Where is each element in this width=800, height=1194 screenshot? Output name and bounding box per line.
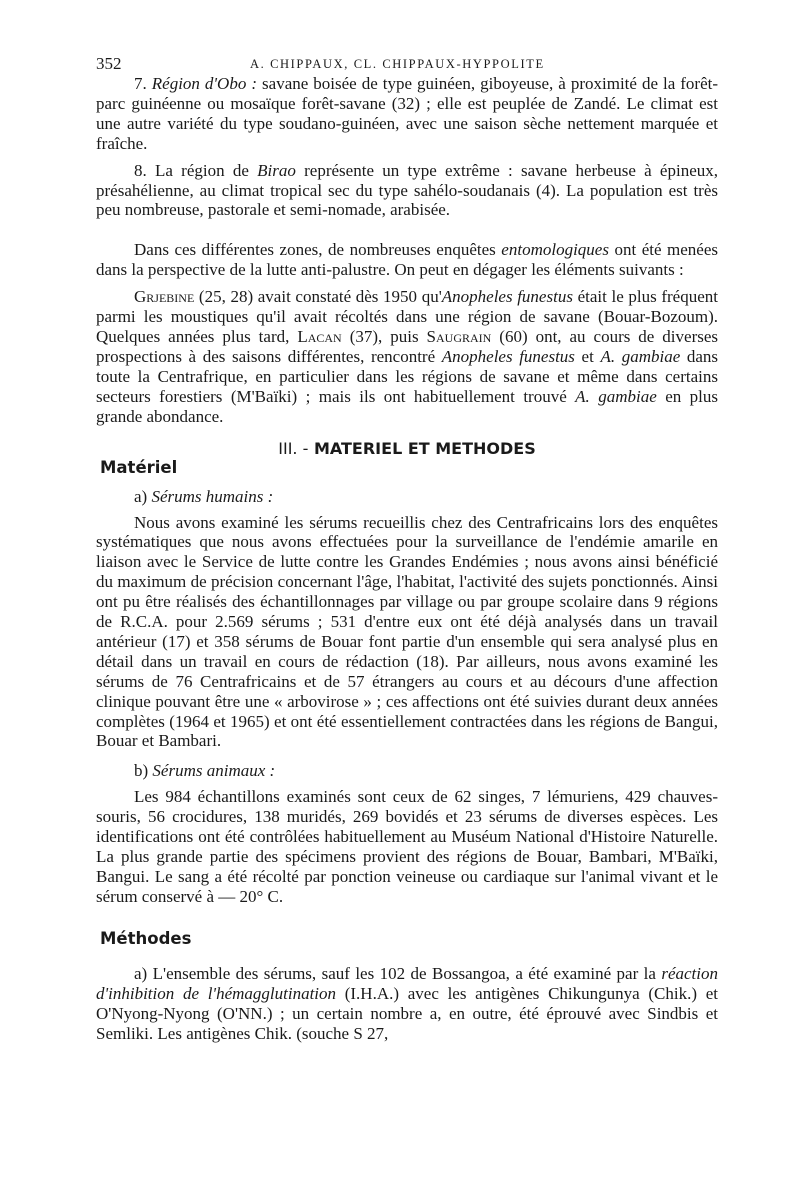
serums-animaux-paragraph: Les 984 échantillons examinés sont ceux de 62 singes, 7 lémuriens, 429 chauves-souris, 56 crocidures, 138 muridés, 269 bovidés et 23 sérums de diverses espèces. Les identifications ont été contrôlées habituellement au Muséum National d'Histoire Naturelle. La plus grande partie des spécimens provient des régions de Bouar, Bambari, M'Baïki, Bangui. Le sang a été récolté par ponction veineuse ou cardiaque sur l'animal vivant et le sérum conservé à — 20° C.: [96, 787, 718, 906]
species-funestus-1: Anopheles funestus: [441, 287, 573, 307]
grjebine-t4: (60) ont, au cours de diverses prospections à des saisons différentes, rencontré: [96, 326, 719, 366]
intro-paragraph: [96, 240, 718, 280]
page-header: [96, 52, 718, 74]
region-7-text: savane boisée de type guinéen, giboyeuse, à proximité de la forêt-parc guinéenne ou mosaïque forêt-savane (32) ; elle est peuplée de Zandé. Le climat est une autre variété du type soudano-guinéen, avec une saison sèche nettement marquée et fraîche.: [96, 74, 719, 153]
methodes-italic: réaction d'inhibition de l'hémagglutination: [96, 963, 718, 1003]
author-saugrain: Saugrain: [426, 326, 492, 346]
region-7-number: 7.: [134, 74, 147, 93]
serums-animaux-subheading: [134, 761, 718, 781]
species-gambiae-1: A. gambiae: [600, 346, 681, 366]
methodes-t1: a) L'ensemble des sérums, sauf les 102 de Bossangoa, a été examiné par la: [134, 963, 656, 983]
region-8-paragraph: [96, 161, 718, 221]
grjebine-t5: et: [581, 346, 594, 366]
region-8-name: Birao: [257, 160, 296, 180]
grjebine-t6: dans toute la Centrafrique, en particulier dans les régions de savane et même dans certains secteurs forestiers (M'Baïki) ; mais ils ont habituellement trouvé: [96, 346, 719, 406]
serums-humains-paragraph: Nous avons examiné les sérums recueillis chez des Centrafricains lors des enquêtes systématiques que nous avons effectuées pour la surveillance de l'endémie amarile en liaison avec le Service de lutte contre les Grandes Endémies ; nous avons ainsi bénéficié du maximum de précision concernant l'âge, l'habitat, l'activité des sujets ponctionnés. Ainsi ont pu être réalisés des échantillonnages par village ou par groupe scolaire dans 9 régions de R.C.A. pour 2.569 sérums ; 531 d'entre eux ont été déjà analysés dans un travail antérieur (17) et 358 sérums de Bouar font partie d'un ensemble qui sera analysé plus en détail dans un travail en cours de rédaction (18). Par ailleurs, nous avons examiné les sérums de 76 Centrafricains et de 57 étrangers au cours et au décours d'une affection clinique pouvant être une « arbovirose » ; ces affections ont été suivies durant deux années complètes (1964 et 1965) et ont été essentiellement contractées dans les régions de Bangui, Bouar et Bambari.: [96, 512, 718, 751]
region-8-pre: La région de: [155, 160, 249, 180]
region-7-paragraph: [96, 74, 718, 154]
author-lacan: Lacan: [297, 326, 342, 346]
sub-b-title: Sérums animaux :: [152, 761, 276, 781]
section-numeral: III. -: [278, 438, 309, 458]
page-number: 352: [96, 54, 122, 73]
species-gambiae-2: A. gambiae: [575, 386, 657, 406]
section-heading: [96, 439, 718, 458]
intro-italic: entomologiques: [501, 240, 609, 260]
section-title: MATERIEL ET METHODES: [313, 438, 536, 458]
sub-a-label: a): [134, 486, 148, 506]
grjebine-t3: (37), puis: [349, 326, 419, 346]
grjebine-t1: (25, 28) avait constaté dès 1950 qu': [198, 287, 442, 307]
page: [96, 52, 718, 1043]
methodes-t2: (I.H.A.) avec les antigènes Chikungunya (Chik.) et O'Nyong-Nyong (O'NN.) ; un certain nombre a, en outre, été éprouvé avec Sindbis et Semliki. Les antigènes Chik. (souche S 27,: [96, 983, 719, 1043]
sub-b-label: b): [134, 761, 149, 781]
author-grjebine: Grjebine: [134, 287, 195, 307]
region-8-text: représente un type extrême : savane herbeuse à épineux, présahélienne, au climat tropical sec du type sahélo-soudanais (4). La population est très peu nombreuse, pastorale et semi-nomade, arabisée.: [96, 160, 718, 220]
sub-a-title: Sérums humains :: [151, 486, 274, 506]
grjebine-t7: en plus grande abondance.: [96, 386, 719, 426]
materiel-heading: Matériel: [100, 457, 178, 477]
species-funestus-2: Anopheles funestus: [441, 346, 575, 366]
grjebine-paragraph: [96, 287, 718, 426]
methodes-heading: Méthodes: [100, 928, 192, 948]
intro-pre: Dans ces différentes zones, de nombreuses enquêtes: [134, 240, 496, 260]
running-head: A. CHIPPAUX, CL. CHIPPAUX-HYPPOLITE: [250, 57, 545, 71]
methodes-paragraph: [96, 964, 718, 1044]
region-7-name: Région d'Obo :: [151, 74, 258, 93]
serums-humains-subheading: [134, 487, 718, 507]
grjebine-t2: était le plus fréquent parmi les moustiques qu'il avait récoltés dans une région de savane (Bouar-Bozoum). Quelques années plus tard,: [96, 287, 718, 346]
intro-post: ont été menées dans la perspective de la lutte anti-palustre. On peut en dégager les éléments suivants :: [96, 240, 719, 280]
region-8-number: 8.: [134, 160, 147, 180]
